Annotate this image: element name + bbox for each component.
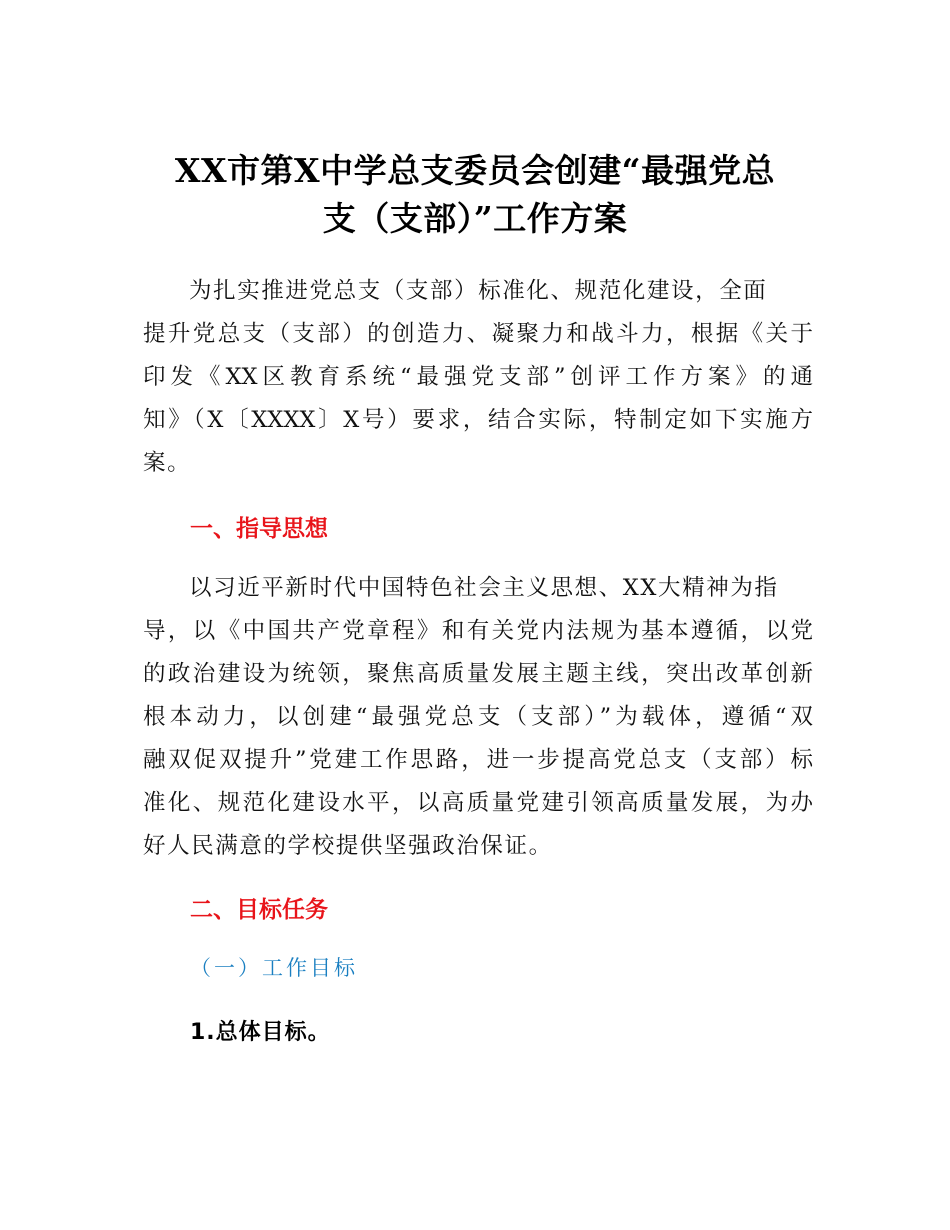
ideology-line-5: 融双促双提升”党建工作思路，进一步提高党总支（支部）标 [143, 747, 813, 773]
guiding-ideology-paragraph [143, 567, 813, 868]
intro-line-2: 提升党总支（支部）的创造力、凝聚力和战斗力，根据《关于 [143, 321, 813, 347]
document-title-line-1: XX市第X中学总支委员会创建“最强党总 [174, 151, 776, 190]
ideology-line-6: 准化、规范化建设水平，以高质量党建引领高质量发展，为办 [143, 790, 813, 816]
section-heading-goals-tasks: 二、目标任务 [190, 897, 328, 923]
ideology-line-4: 根本动力，以创建“最强党总支（支部）”为载体，遵循“双 [143, 704, 813, 730]
section-heading-guiding-ideology: 一、指导思想 [190, 516, 328, 542]
subsection-heading-work-goals: （一）工作目标 [190, 956, 358, 980]
ideology-line-7: 好人民满意的学校提供坚强政治保证。 [143, 833, 553, 859]
ideology-line-3: 的政治建设为统领，聚焦高质量发展主题主线，突出改革创新 [143, 661, 813, 687]
intro-line-1: 为扎实推进党总支（支部）标准化、规范化建设，全面 [189, 278, 768, 304]
intro-line-3: 印发《XX区教育系统“最强党支部”创评工作方案》的通 [143, 364, 813, 390]
item-heading-overall-goal: 1.总体目标。 [190, 1020, 331, 1045]
ideology-line-1: 以习近平新时代中国特色社会主义思想、XX大精神为指 [189, 575, 779, 601]
document-title-line-2: 支（支部）”工作方案 [322, 199, 628, 238]
ideology-line-2: 导，以《中国共产党章程》和有关党内法规为基本遵循，以党 [143, 618, 813, 644]
intro-line-4: 知》（X〔XXXX〕X号）要求，结合实际，特制定如下实施方 [143, 407, 813, 433]
intro-line-5: 案。 [143, 450, 192, 476]
intro-paragraph [143, 270, 813, 485]
